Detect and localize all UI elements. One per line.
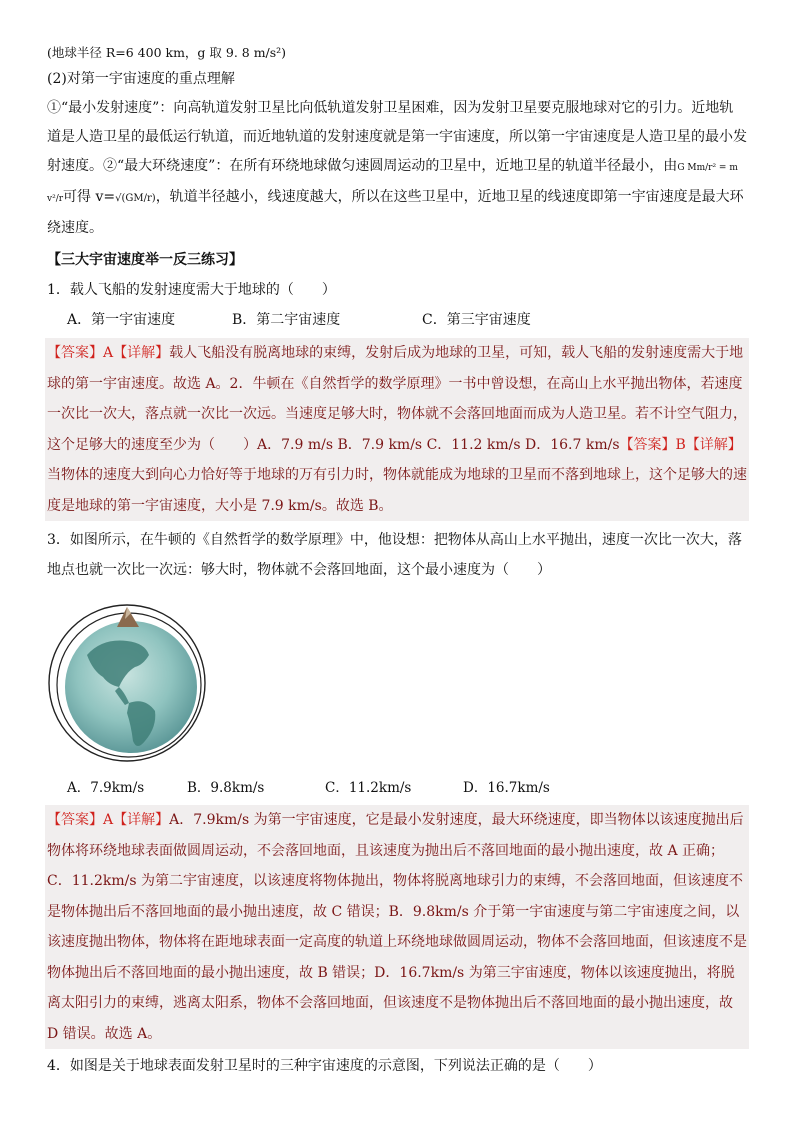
answer-block-1 [45, 338, 749, 521]
question-1-options [47, 305, 747, 335]
section-title: (2)对第一宇宙速度的重点理解 [47, 71, 235, 87]
gravity-formula: G Mm/r² = m v²/r [47, 163, 738, 204]
question-4-stem: 4．如图是关于地球表面发射卫星时的三种宇宙速度的示意图，下列说法正确的是（ ） [47, 1058, 602, 1074]
answer-text-2: C．11.2km/s 为第二宇宙速度，以该速度将物体抛出，物体将脱离地球引力的束缚，不会落回地面，但该速度不是物体抛出后不落回地面的最小抛出速度，故 C 错误；B．9.8km/s 介于第一宇宙速度与第二宇宙速度之间，以该速度抛出物体，物体将在距地球表面一定高度的轨道上环绕地球做圆周运动，物体不会落回地面，但该速度不是物体抛出后不落回地面的最小抛出速度，故 B 错误；D．16.7km/s 为第三宇宙速度，物体以该速度抛出，将脱离太阳引力的束缚，逃离太阳系，物体不会落回地面，但该速度不是物体抛出后不落回地面的最小抛出速度，故 D 错误。故选 A。 [47, 873, 747, 1042]
paragraph-text-3: ，轨道半径越小，线速度越大，所以在这些卫星中，近地卫星的线速度即第一宇宙速度是最大环绕速度。 [47, 189, 744, 236]
question-3-options [47, 773, 747, 803]
answer-tag-2: 【答案】B【详解】 [619, 436, 742, 453]
option-b: B．第二宇宙速度 [232, 312, 341, 328]
question-1-stem: 1．载人飞船的发射速度需大于地球的（ ） [47, 282, 336, 298]
practice-title: 【三大宇宙速度举一反三练习】 [47, 252, 243, 268]
paragraph-text-1: ①“最小发射速度”：向高轨道发射卫星比向低轨道发射卫星困难，因为发射卫星要克服地球对它的引力。近地轨道是人造卫星的最低运行轨道，而近地轨道的发射速度就是第一宇宙速度，所以第一宇宙速度是人造卫星的最小发射速度。②“最大环绕速度”：在所有环绕地球做匀速圆周运动的卫星中，近地卫星的轨道半径最小，由 [47, 100, 747, 174]
option-a: A．第一宇宙速度 [67, 312, 176, 328]
header-note: (地球半径 R=6 400 km，g 取 9. 8 m/s²) [47, 45, 287, 60]
option-c: C．11.2km/s [325, 780, 412, 796]
option-c: C．第三宇宙速度 [422, 312, 531, 328]
answer-block-3 [45, 805, 749, 1049]
question-3-stem: 3．如图所示，在牛顿的《自然哲学的数学原理》中，他设想：把物体从高山上水平抛出，速度一次比一次大，落地点也就一次比一次远：够大时，物体就不会落回地面，这个最小速度为（ ） [47, 532, 742, 578]
answer-text: A．7.9km/s 为第一宇宙速度，它是最小发射速度，最大环绕速度，即当物体以该速度抛出后物体将环绕地球表面做圆周运动，不会落回地面，且该速度为抛出后不落回地面的最小抛出速度，故 A 正确； [47, 812, 744, 859]
earth [65, 621, 197, 753]
option-b: B．9.8km/s [187, 780, 265, 796]
option-a: A．7.9km/s [67, 780, 145, 796]
paragraph-text-2: 可得 v= [63, 189, 116, 205]
answer-text: 载人飞船没有脱离地球的束缚，发射后成为地球的卫星，可知，载人飞船的发射速度需大于地球的第一宇宙速度。故选 A。2．牛顿在《自然哲学的数学原理》一书中曾设想，在高山上水平抛出物体，若速度一次比一次大，落点就一次比一次远。当速度足够大时，物体就不会落回地面而成为人造卫星。若不计空气阻力，这个足够大的速度至少为（ ）A．7.9 m/s B．7.9 km/s C．11.2 km/s D．16.7 km/s [47, 345, 747, 453]
answer-tag: 【答案】A【详解】 [47, 812, 170, 828]
answer-tag: 【答案】A【详解】 [47, 345, 170, 361]
answer-text-2: 当物体的速度大到向心力恰好等于地球的万有引力时，物体就能成为地球的卫星而不落到地球上，这个足够大的速度是地球的第一宇宙速度，大小是 7.9 km/s。故选 B。 [47, 467, 747, 514]
earth-orbit-figure [47, 593, 207, 763]
document-page [47, 42, 747, 1081]
velocity-formula: √(GM/r) [115, 193, 156, 204]
option-d: D．16.7km/s [463, 780, 550, 796]
concept-paragraph [47, 94, 747, 243]
